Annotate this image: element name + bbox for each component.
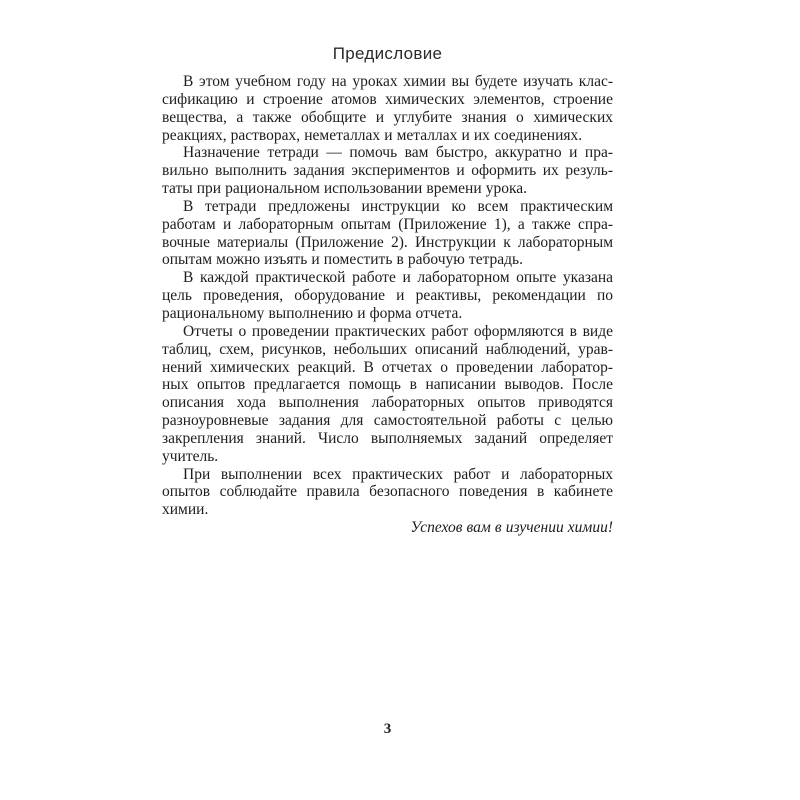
closing-line: Успехов вам в изучении химии!	[410, 519, 613, 537]
text-line: таты при рациональном использовании времени урока.	[162, 180, 527, 198]
text-line: рациональному выполнению и форма отчета.	[162, 304, 463, 322]
text-block	[162, 0, 613, 800]
text-line: вещества, а также обобщите и углубите знания о химических	[162, 108, 613, 126]
text-line: опытам можно изъять и поместить в рабочую тетрадь.	[162, 251, 523, 269]
text-line: вочные материалы (Приложение 2). Инструкции к лабораторным	[162, 233, 613, 251]
text-line: реакциях, растворах, неметаллах и металлах и их соединениях.	[162, 126, 583, 144]
text-line: разноуровневые задания для самостоятельной работы с целью	[162, 412, 613, 430]
text-line: таблиц, схем, рисунков, небольших описаний наблюдений, урав-	[162, 340, 613, 358]
text-line: ных опытов предлагается помощь в написании выводов. После	[162, 376, 613, 394]
text-line: В каждой практической работе и лабораторном опыте указана	[183, 269, 613, 287]
text-line: химии.	[162, 501, 209, 519]
text-line: цель проведения, оборудование и реактивы, рекомендации по	[162, 287, 613, 305]
text-line: вильно выполнить задания экспериментов и оформить их резуль-	[162, 162, 613, 180]
text-line: работам и лабораторным опытам (Приложение 1), а также спра-	[162, 215, 613, 233]
text-line: сификацию и строение атомов химических элементов, строение	[162, 90, 613, 108]
text-line: Назначение тетради — помочь вам быстро, аккуратно и пра-	[183, 144, 613, 162]
page-number: 3	[383, 721, 392, 737]
text-line: описания хода выполнения лабораторных опытов приводятся	[162, 394, 613, 412]
text-line: При выполнении всех практических работ и лабораторных	[183, 465, 613, 483]
text-line: учитель.	[162, 447, 219, 465]
page-title: Предисловие	[332, 44, 443, 63]
preface-text	[162, 73, 613, 537]
text-line: В этом учебном году на уроках химии вы будете изучать клас-	[183, 73, 613, 90]
text-line: опытов соблюдайте правила безопасного поведения в кабинете	[162, 483, 613, 501]
text-line: Отчеты о проведении практических работ оформляются в виде	[183, 322, 613, 340]
text-line: закрепления знаний. Число выполняемых заданий определяет	[162, 429, 613, 447]
text-line: нений химических реакций. В отчетах о проведении лаборатор-	[162, 358, 613, 376]
text-line: В тетради предложены инструкции ко всем практическим	[183, 197, 613, 215]
